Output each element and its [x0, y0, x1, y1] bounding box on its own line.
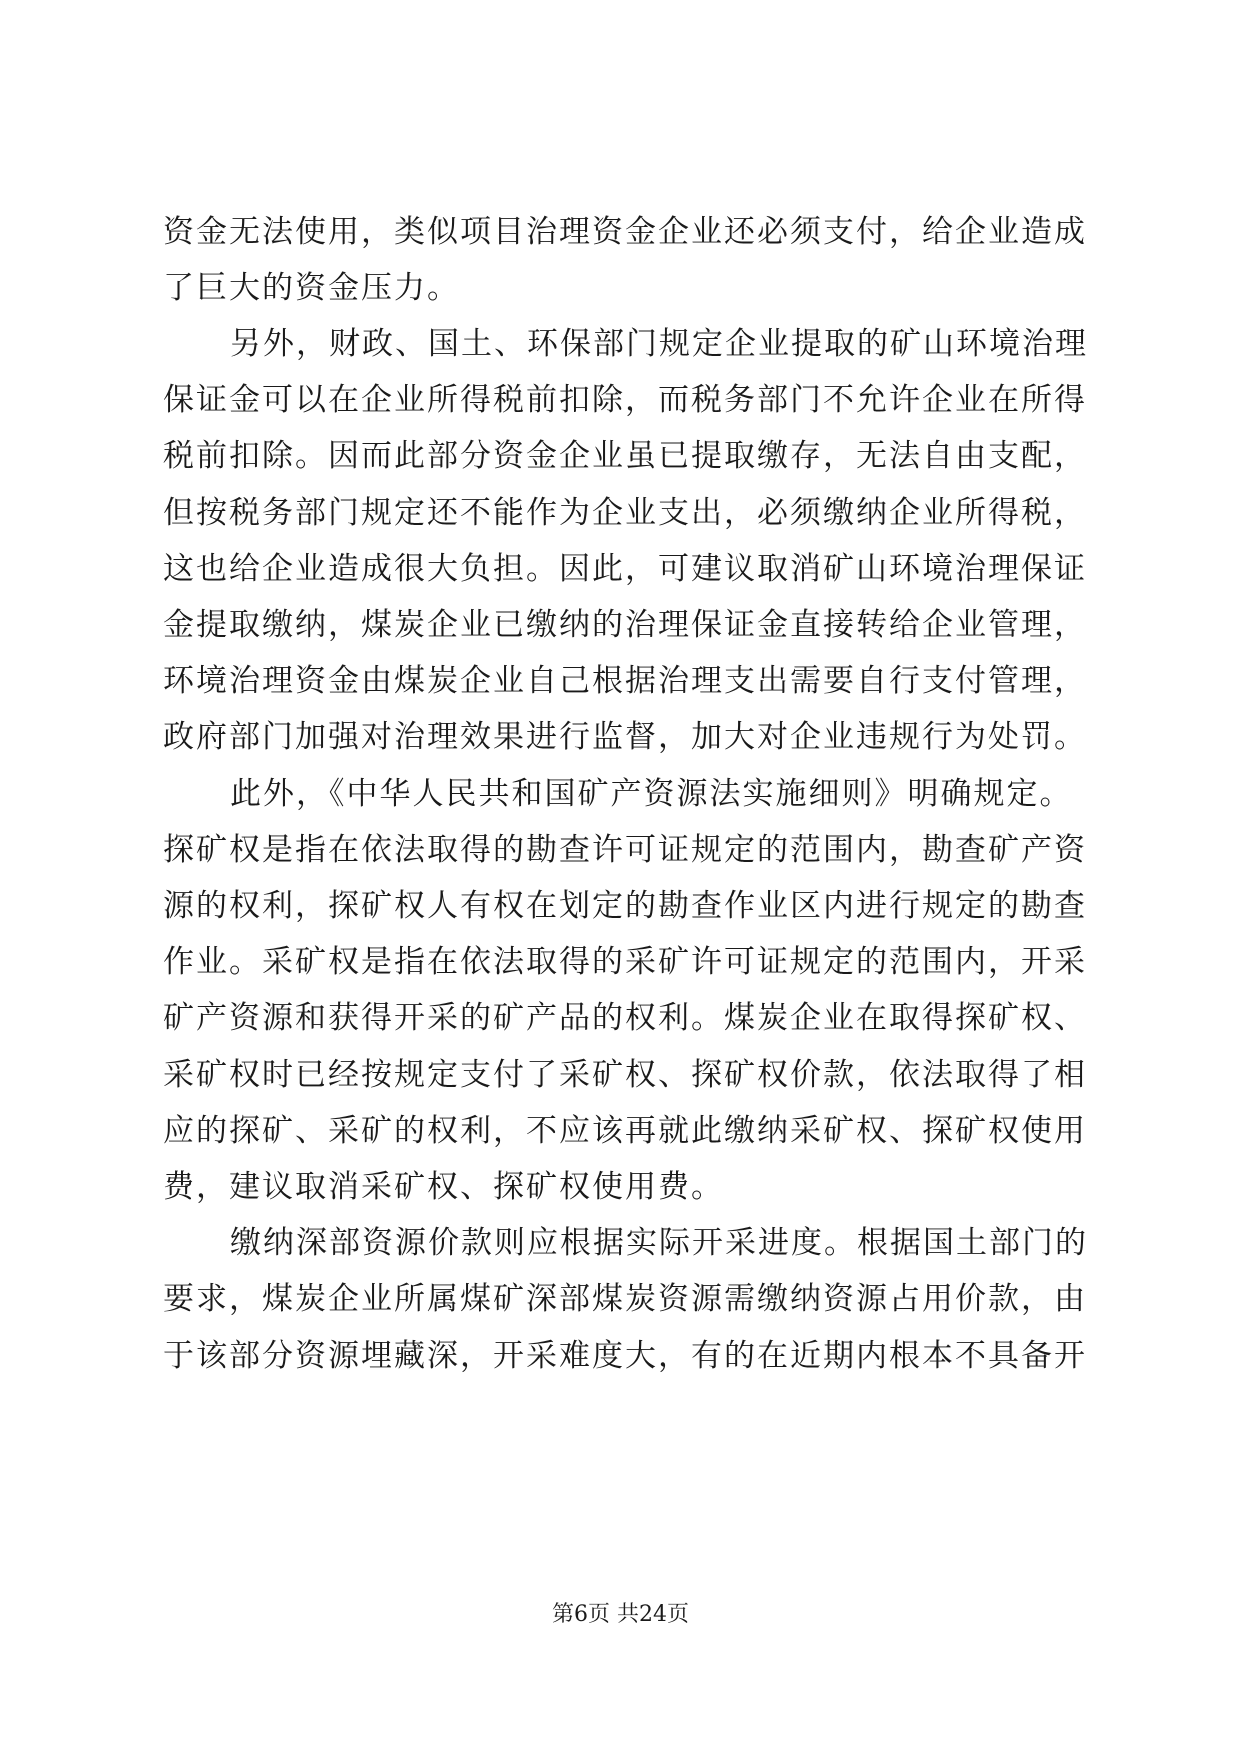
body-text-line: 这也给企业造成很大负担。因此，可建议取消矿山环境治理保证 [163, 551, 1087, 587]
body-text-line: 源的权利，探矿权人有权在划定的勘查作业区内进行规定的勘查 [163, 888, 1087, 924]
body-text-line: 于该部分资源埋藏深，开采难度大，有的在近期内根本不具备开 [163, 1338, 1087, 1374]
body-text-line: 作业。采矿权是指在依法取得的采矿许可证规定的范围内，开采 [163, 944, 1087, 980]
body-text-line: 金提取缴纳，煤炭企业已缴纳的治理保证金直接转给企业管理， [163, 607, 1087, 643]
body-text-line: 了巨大的资金压力。 [163, 270, 460, 306]
page-number-footer: 第6页 共24页 [552, 1602, 689, 1627]
body-text-line: 要求，煤炭企业所属煤矿深部煤炭资源需缴纳资源占用价款，由 [163, 1281, 1087, 1317]
paragraph-first-line: 缴纳深部资源价款则应根据实际开采进度。根据国土部门的 [230, 1225, 1088, 1261]
body-text-line: 资金无法使用，类似项目治理资金企业还必须支付，给企业造成 [163, 214, 1087, 250]
body-text-line: 环境治理资金由煤炭企业自己根据治理支出需要自行支付管理， [163, 663, 1087, 699]
body-text-line: 税前扣除。因而此部分资金企业虽已提取缴存，无法自由支配， [163, 438, 1087, 474]
body-text-line: 应的探矿、采矿的权利，不应该再就此缴纳采矿权、探矿权使用 [163, 1113, 1087, 1149]
body-text-line: 保证金可以在企业所得税前扣除，而税务部门不允许企业在所得 [163, 382, 1087, 418]
paragraph-first-line: 另外，财政、国土、环保部门规定企业提取的矿山环境治理 [230, 326, 1088, 362]
body-text-line: 政府部门加强对治理效果进行监督，加大对企业违规行为处罚。 [163, 719, 1087, 755]
body-text-line: 采矿权时已经按规定支付了采矿权、探矿权价款，依法取得了相 [163, 1057, 1087, 1093]
body-text-line: 但按税务部门规定还不能作为企业支出，必须缴纳企业所得税， [163, 495, 1087, 531]
body-text-line: 费，建议取消采矿权、探矿权使用费。 [163, 1169, 724, 1205]
body-text-line: 探矿权是指在依法取得的勘查许可证规定的范围内，勘查矿产资 [163, 832, 1087, 868]
body-text-line: 矿产资源和获得开采的矿产品的权利。煤炭企业在取得探矿权、 [163, 1000, 1087, 1036]
paragraph-first-line: 此外，《中华人民共和国矿产资源法实施细则》明确规定。 [230, 776, 1073, 812]
